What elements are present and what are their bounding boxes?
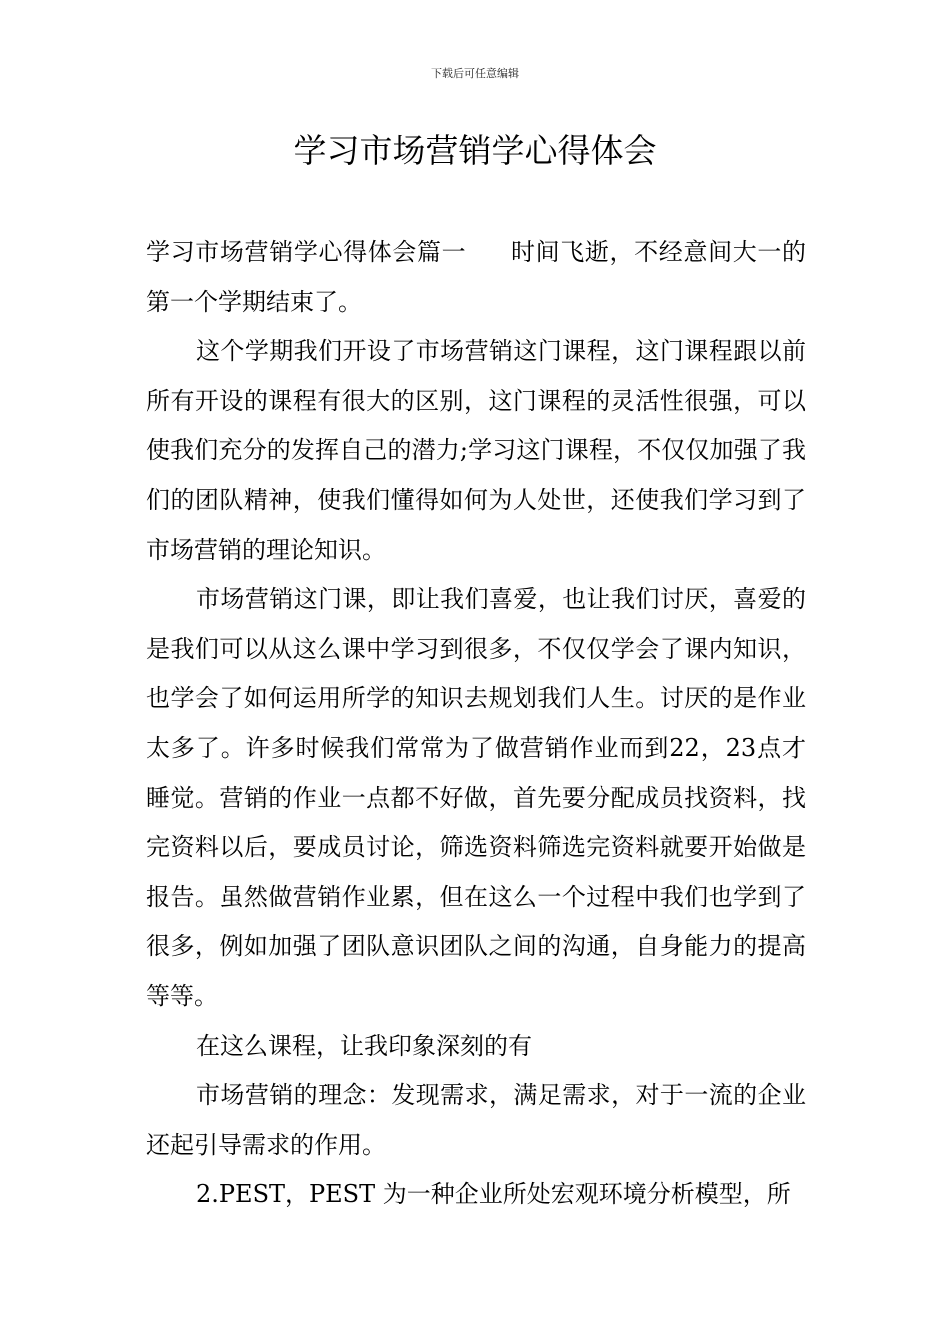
paragraph-marketing-concept: 市场营销的理念：发现需求，满足需求，对于一流的企业还起引导需求的作用。 — [146, 1081, 806, 1159]
paragraph-intro — [146, 228, 806, 327]
paragraph-intro-text: 时间飞逝，不经意间大一的第一个学期结束了。 — [146, 238, 807, 316]
section-heading-inline: 学习市场营销学心得体会篇一 — [146, 238, 467, 266]
document-title: 学习市场营销学心得体会 — [293, 131, 657, 170]
document-body — [146, 228, 806, 1220]
paragraph-pest: 2.PEST，PEST 为一种企业所处宏观环境分析模型，所 — [196, 1180, 791, 1209]
paragraph-likes-dislikes: 市场营销这门课，即让我们喜爱，也让我们讨厌，喜爱的是我们可以从这么课中学习到很多，不仅仅学会了课内知识，也学会了如何运用所学的知识去规划我们人生。讨厌的是作业太多了。许多时候我们常常为了做营销作业而到22，23点才睡觉。营销的作业一点都不好做，首先要分配成员找资料，找完资料以后，要成员讨论，筛选资料筛选完资料就要开始做是报告。虽然做营销作业累，但在这么一个过程中我们也学到了很多，例如加强了团队意识团队之间的沟通，自身能力的提高等等。 — [146, 585, 806, 1010]
paragraph-course-overview: 这个学期我们开设了市场营销这门课程，这门课程跟以前所有开设的课程有很大的区别，这门课程的灵活性很强，可以使我们充分的发挥自己的潜力;学习这门课程，不仅仅加强了我们的团队精神，使我们懂得如何为人处世，还使我们学习到了市场营销的理论知识。 — [146, 337, 806, 564]
paragraph-impression: 在这么课程，让我印象深刻的有 — [196, 1031, 532, 1060]
header-note: 下载后可任意编辑 — [431, 67, 519, 80]
